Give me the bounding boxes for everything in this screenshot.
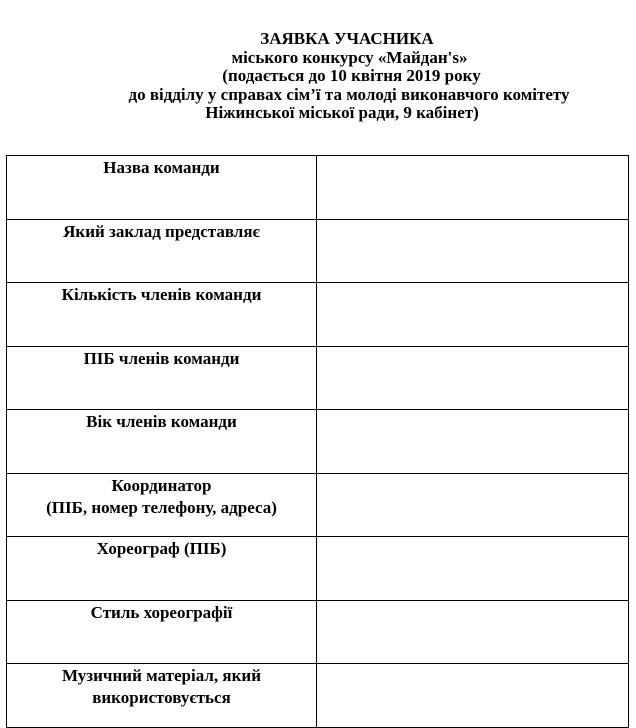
table-row: [7, 410, 629, 474]
table-row: [7, 473, 629, 537]
coordinator-label-sub: (ПІБ, номер телефону, адреса): [46, 497, 277, 517]
team-name-label: Назва команди: [7, 156, 317, 220]
music-material-label-sub: використовується: [92, 688, 231, 707]
coordinator-label: [7, 473, 317, 537]
choreographer-label: Хореограф (ПІБ): [7, 537, 317, 601]
deadline-note: (подається до 10 квітня 2019 року: [222, 66, 481, 85]
choreography-style-label: Стиль хореографії: [7, 600, 317, 664]
table-row: [7, 664, 629, 728]
submission-department: до відділу у справах сім’ї та молоді виконавчого комітету: [128, 84, 570, 104]
music-material-label-main: Музичний матеріал, який: [61, 666, 262, 685]
member-count-field[interactable]: [317, 283, 629, 347]
coordinator-field[interactable]: [317, 473, 629, 537]
table-row: [7, 156, 629, 220]
institution-field[interactable]: [317, 219, 629, 283]
member-count-label: Кількість членів команди: [7, 283, 317, 347]
choreographer-field[interactable]: [317, 537, 629, 601]
member-names-field[interactable]: [317, 346, 629, 410]
member-ages-label: Вік членів команди: [7, 410, 317, 474]
choreography-style-field[interactable]: [317, 600, 629, 664]
table-row: [7, 600, 629, 664]
table-row: [7, 219, 629, 283]
form-title: ЗАЯВКА УЧАСНИКА: [260, 29, 434, 48]
coordinator-label-main: Координатор: [111, 475, 212, 495]
music-material-label: [7, 664, 317, 728]
submission-office: Ніжинської міської ради, 9 кабінет): [205, 103, 479, 122]
institution-label: Який заклад представляє: [7, 219, 317, 283]
contest-name: міського конкурсу «Майдан's»: [231, 47, 468, 67]
table-row: [7, 537, 629, 601]
team-name-field[interactable]: [317, 156, 629, 220]
member-names-label: ПІБ членів команди: [7, 346, 317, 410]
application-form-table: [6, 155, 629, 728]
table-row: [7, 346, 629, 410]
form-header: [0, 30, 636, 123]
table-row: [7, 283, 629, 347]
member-ages-field[interactable]: [317, 410, 629, 474]
music-material-field[interactable]: [317, 664, 629, 728]
